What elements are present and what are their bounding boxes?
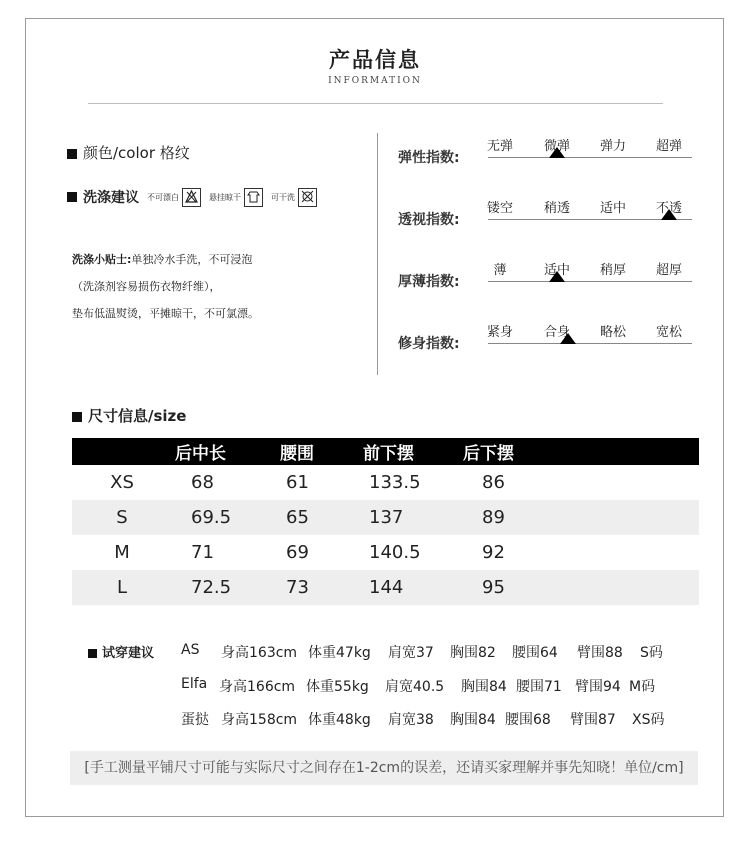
size-value-cell: 61	[286, 472, 309, 493]
index-row	[398, 197, 698, 227]
bullet-square-icon	[88, 649, 97, 658]
index-option: 合身	[543, 325, 570, 340]
model-measurement: 胸围84	[450, 712, 496, 728]
tips-title: 洗涤小贴士:	[72, 253, 132, 266]
model-measurement: 胸围82	[450, 645, 496, 661]
table-row	[72, 500, 699, 535]
size-value-cell: 133.5	[369, 472, 421, 493]
index-option: 宽松	[655, 325, 682, 340]
model-measurement: 体重47kg	[308, 645, 371, 661]
index-option: 镂空	[486, 201, 513, 216]
page-subtitle: INFORMATION	[328, 76, 422, 86]
tryon-heading	[88, 642, 154, 661]
model-measurement: S码	[640, 645, 663, 661]
measurement-note: [手工测量平铺尺寸可能与实际尺寸之间存在1-2cm的误差，还请买家理解并事先知晓！单位/cm]	[70, 751, 698, 785]
model-measurement: XS码	[632, 712, 665, 728]
size-column-header: 腰围	[280, 438, 363, 465]
size-column-header: 前下摆	[363, 438, 463, 465]
size-column-header	[72, 438, 175, 465]
size-value-cell: 69	[286, 542, 309, 563]
size-value-cell: 89	[463, 500, 699, 535]
tips-line-1: 单独冷水手洗，不可浸泡	[131, 253, 253, 266]
bullet-square-icon	[67, 149, 77, 159]
index-option: 弹力	[599, 139, 626, 154]
bullet-square-icon	[67, 192, 77, 202]
size-value-cell: 95	[463, 570, 699, 605]
index-marker-icon	[661, 209, 677, 220]
index-row	[398, 259, 698, 289]
index-marker-icon	[549, 147, 565, 158]
model-measurement: 体重48kg	[308, 712, 371, 728]
no-bleach-label: 不可漂白	[147, 192, 179, 202]
index-row	[398, 135, 698, 165]
model-measurement: 臂围88	[577, 645, 623, 661]
table-row	[72, 535, 699, 570]
table-row	[72, 465, 699, 500]
size-value-cell: 137	[363, 500, 463, 535]
color-label: 颜色/color 格纹	[83, 144, 190, 162]
size-table	[72, 438, 699, 605]
size-value-cell: 68	[191, 472, 214, 493]
index-option: 紧身	[486, 325, 513, 340]
index-marker-icon	[560, 333, 576, 344]
size-label-cell: M	[114, 542, 130, 563]
size-value-cell: 65	[280, 500, 363, 535]
index-option: 稍透	[543, 201, 570, 216]
page-title: 产品信息	[329, 48, 421, 72]
model-measurement: 腰围64	[512, 645, 558, 661]
tryon-label: 试穿建议	[102, 646, 155, 661]
hang-dry-label: 悬挂晾干	[209, 192, 241, 202]
color-info	[67, 142, 190, 163]
size-value-cell: 73	[280, 570, 363, 605]
size-label-cell: S	[72, 500, 175, 535]
index-scale-line	[488, 157, 692, 158]
size-table-header	[72, 438, 699, 465]
index-option: 不透	[655, 201, 682, 216]
dry-clean-label: 可干洗	[271, 192, 295, 202]
size-column-header: 后中长	[175, 438, 280, 465]
size-value-cell: 71	[191, 542, 214, 563]
index-row	[398, 321, 698, 351]
hang-dry-icon	[244, 188, 263, 207]
model-name: AS	[181, 642, 200, 658]
model-measurement: 臂围94	[575, 679, 621, 695]
model-measurement: 腰围71	[516, 679, 562, 695]
index-option: 适中	[543, 263, 570, 278]
model-measurement: M码	[629, 679, 656, 695]
index-label: 透视指数:	[398, 212, 460, 228]
size-heading-text: 尺寸信息/size	[88, 407, 187, 425]
index-label: 修身指数:	[398, 336, 460, 352]
tips-line-3: 垫布低温熨烫，平摊晾干，不可氯漂。	[72, 307, 259, 320]
size-label-cell: XS	[110, 472, 134, 493]
model-measurement: 肩宽37	[388, 645, 434, 661]
index-option: 无弹	[486, 139, 513, 154]
index-option: 微弹	[543, 139, 570, 154]
index-option: 略松	[599, 325, 626, 340]
size-label-cell: L	[72, 570, 175, 605]
wash-advice	[67, 187, 317, 207]
index-option: 薄	[493, 263, 507, 278]
size-value-cell: 86	[482, 472, 505, 493]
size-value-cell: 69.5	[175, 500, 280, 535]
index-scale-line	[488, 343, 692, 344]
index-option: 适中	[599, 201, 626, 216]
divider	[88, 103, 663, 104]
model-name: Elfa	[181, 676, 208, 692]
dry-clean-icon	[298, 188, 317, 207]
index-scale-line	[488, 281, 692, 282]
table-row	[72, 570, 699, 605]
model-measurement: 身高166cm	[219, 679, 296, 695]
index-label: 弹性指数:	[398, 150, 460, 166]
model-measurement: 体重55kg	[306, 679, 369, 695]
index-option: 稍厚	[599, 263, 626, 278]
model-measurement: 腰围68	[505, 712, 551, 728]
no-bleach-icon	[182, 188, 201, 207]
bullet-square-icon	[72, 412, 82, 422]
model-measurement: 身高163cm	[221, 645, 298, 661]
model-measurement: 臂围87	[570, 712, 616, 728]
vertical-divider	[377, 133, 378, 375]
size-value-cell: 140.5	[369, 542, 421, 563]
size-heading	[72, 405, 186, 426]
model-measurement: 肩宽40.5	[385, 679, 445, 695]
index-option: 超弹	[655, 139, 682, 154]
index-marker-icon	[549, 271, 565, 282]
model-name: 蛋挞	[181, 712, 209, 728]
model-measurement: 身高158cm	[221, 712, 298, 728]
wash-tips	[72, 246, 259, 327]
index-label: 厚薄指数:	[398, 274, 460, 290]
model-measurement: 肩宽38	[388, 712, 434, 728]
size-value-cell: 72.5	[175, 570, 280, 605]
model-measurement: 胸围84	[461, 679, 507, 695]
wash-label: 洗涤建议	[83, 190, 139, 206]
index-option: 超厚	[655, 263, 682, 278]
tips-line-2: （洗涤剂容易损伤衣物纤维），	[72, 280, 221, 293]
size-value-cell: 144	[363, 570, 463, 605]
size-value-cell: 92	[482, 542, 505, 563]
size-column-header: 后下摆	[463, 438, 699, 465]
